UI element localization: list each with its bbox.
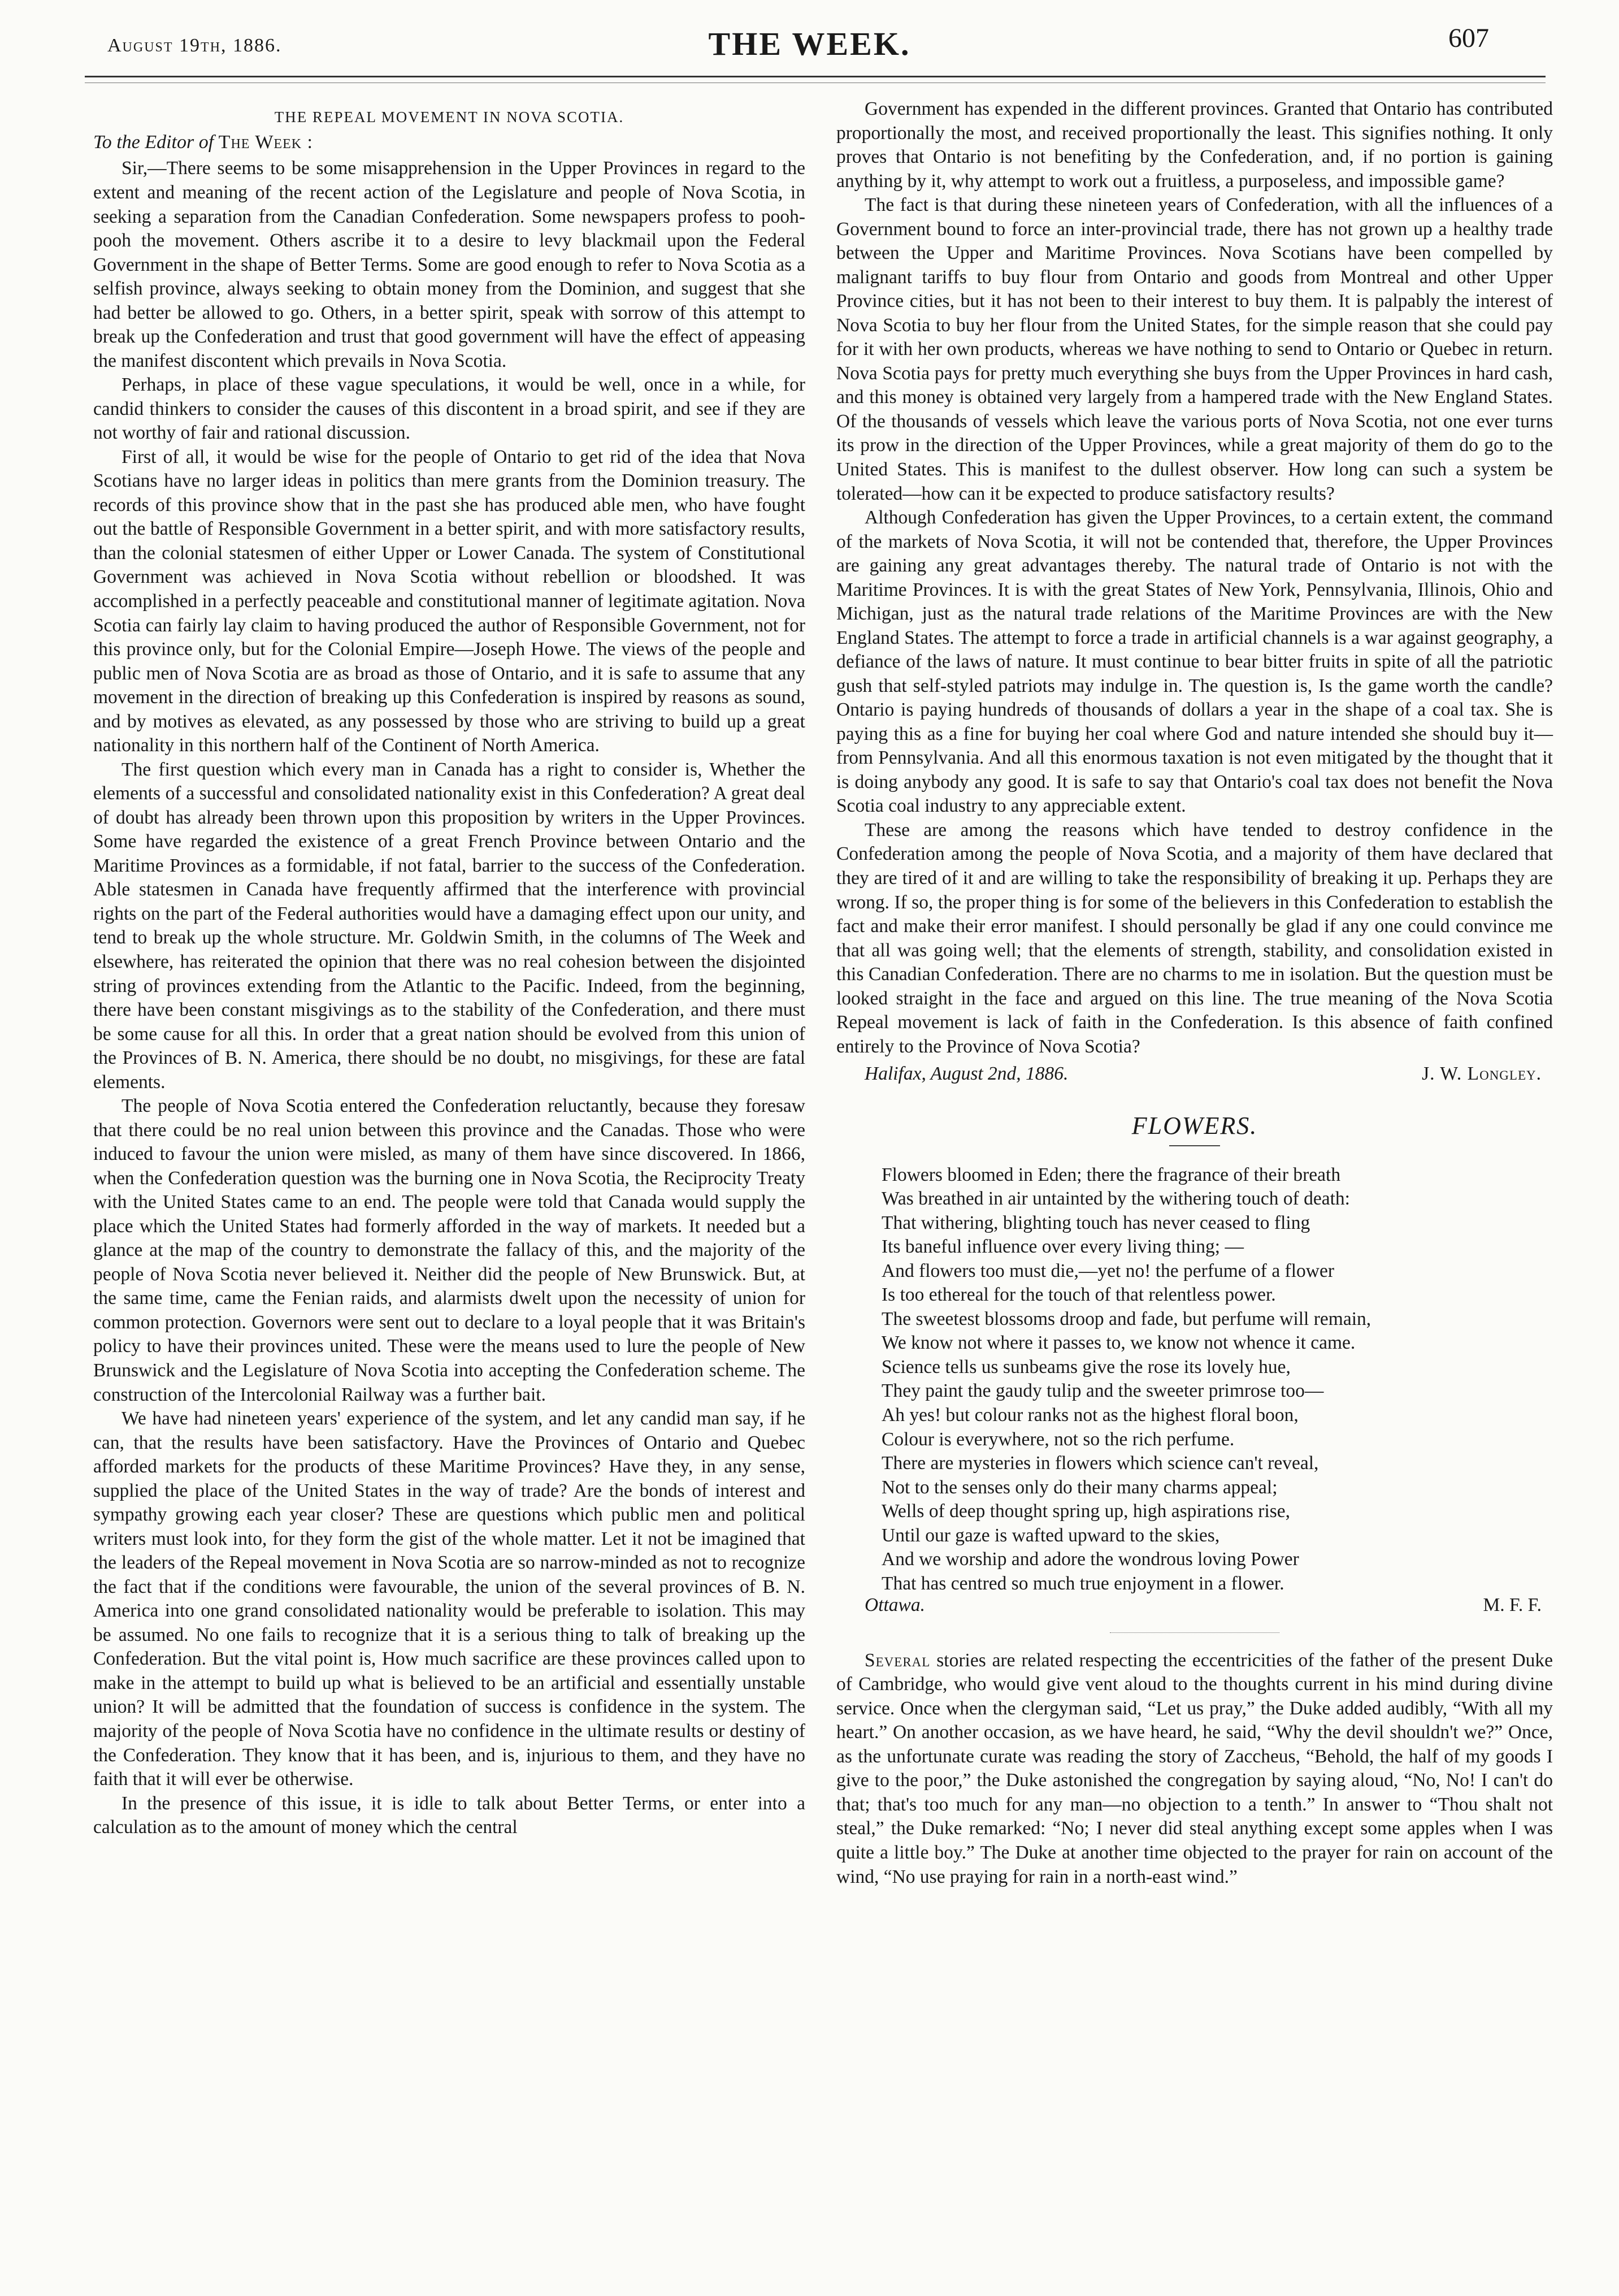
article-paragraph: The people of Nova Scotia entered the Confederation reluctantly, because they foresaw that there could be no real union between this province and the Canadas. Those who were induced to favour the union were misled, as many of them have since discovered. In 1866, when the Confederation question was the burning one in Nova Scotia, the Reciprocity Treaty with the United States came to an end. The people were told that Canada would supply the place which the United States had formerly afforded in the way of markets. It needed but a glance at the map of the country to demonstrate the fallacy of this, and the majority of the people of Nova Scotia never believed it. Neither did the people of New Brunswick. But, at the same time, came the Fenian raids, and alarmists dwelt upon the necessity of union for common protection. Governors were sent out to declare to a loyal people that it was Britain's policy to have their provinces united. These were the means used to lure the people of New Brunswick and the Legislature of Nova Scotia into accepting the Confederation scheme. The construction of the Intercolonial Railway was a further bait. (93, 1095, 805, 1405)
right-paragraphs (836, 97, 1553, 1059)
poem-line: That has centred so much true enjoyment in a flower. (882, 1572, 1284, 1594)
poem-signature (836, 1593, 1553, 1618)
article-paragraph: We have had nineteen years' experience of the system, and let any candid man say, if he can, that the results have been satisfactory. Have the Provinces of Ontario and Quebec afforded markets for the products of these Maritime Provinces? Have they, in any sense, supplied the place of the United States in the way of trade? Are the bonds of interest and sympathy growing each year closer? These are questions which public men and political writers must look into, for they form the gist of the whole matter. Let it not be imagined that the leaders of the Repeal movement in Nova Scotia are so narrow-minded as not to recognize the fact that if the conditions were favourable, the union of the several provinces of B. N. America into one grand consolidated nationality would be preferable to isolation. This may be assumed. No one fails to recognize that it is a serious thing to talk of breaking up the Confederation. But the vital point is, How much sacrifice are these provinces called upon to make in the attempt to build up what is believed to be an artificial and essentially unstable union? It will be admitted that the foundation of success is confidence in the system. The majority of the people of Nova Scotia have no confidence in the ultimate results or destiny of the Confederation. They know that it has been, and is, injurious to them, and they have no faith that it will ever be otherwise. (93, 1408, 805, 1790)
issue-date: August 19th, 1886. (107, 35, 282, 56)
poem-line: Ah yes! but colour ranks not as the highest floral boon, (882, 1404, 1299, 1426)
right-column (836, 97, 1553, 1889)
article-paragraph: The fact is that during these nineteen years of Confederation, with all the influences of a Government bound to force an inter-provincial trade, there has not grown up a healthy trade between the Upper and Maritime Provinces. Nova Scotians have been compelled by malignant tariffs to buy flour from Ontario and goods from Montreal and other Upper Province cities, but it has not been to their interest to buy them. It is palpably the interest of Nova Scotia to buy her flour from the United States, for the simple reason that she could pay for it with her own products, whereas we have nothing to send to Ontario or Quebec in return. Nova Scotia pays for pretty much everything she buys from the Upper Provinces in hard cash, and this money is obtained very largely from a hampered trade with the New England States. Of the thousands of vessels which leave the various ports of Nova Scotia, not one ever turns its prow in the direction of the Upper Provinces, while a great majority of them do go to the United States. This is manifest to the dullest observer. How long can such a system be tolerated—how can it be expected to produce satisfactory results? (836, 194, 1553, 504)
poem-body (882, 1163, 1553, 1596)
poem-line: Flowers bloomed in Eden; there the fragrance of their breath (882, 1164, 1341, 1185)
letter-signature (836, 1062, 1553, 1086)
article-paragraph: First of all, it would be wise for the people of Ontario to get rid of the idea that Nova Scotians have no larger ideas in politics than mere grants from the Dominion treasury. The records of this province show that in the past she has produced able men, who have fought out the battle of Responsible Government in a better spirit, and with more satisfactory results, than the colonial statesmen of either Upper or Lower Canada. The system of Constitutional Government was achieved in Nova Scotia without rebellion or bloodshed. It was accomplished in a perfectly peaceable and constitutional manner of legitimate agitation. Nova Scotia can fairly lay claim to having produced the author of Responsible Government, not for this province only, but for the Colonial Empire—Joseph Howe. The views of the people and public men of Nova Scotia are as broad as those of Ontario, and it is safe to assume that any movement in the direction of breaking up this Confederation is inspired by reasons as sound, and by motives as elevated, as any possessed by those who are striving to build up a great nationality in this northern half of the Continent of North America. (93, 446, 805, 756)
poem-line: They paint the gaudy tulip and the sweeter primrose too— (882, 1380, 1324, 1402)
left-paragraphs (93, 157, 805, 1839)
anecdote-text: stories are related respecting the eccentricities of the father of the present Duke of Cambridge, who would give vent aloud to the thoughts current in his mind during divine service. Once when the clergyman said, “Let us pray,” the Duke added audibly, “With all my heart.” On another occasion, as we have heard, he said, “Why the devil shouldn't we?” Once, as the unfortunate curate was reading the story of Zaccheus, “Behold, the half of my goods I give to the poor,” the Duke astonished the congregation by saying aloud, “No, No! I can't do that; that's too much for any man—no objection to a tenth.” In answer to “Thou shalt not steal,” the Duke remarked: “No; I never did steal anything except some apples when I was quite a little boy.” The Duke at another time objected to the prayer for rain on account of the wind, “No use praying for rain in a north-east wind.” (836, 1649, 1553, 1887)
poem-line: Wells of deep thought spring up, high aspirations rise, (882, 1501, 1291, 1522)
poem-line: Not to the senses only do their many charms appeal; (882, 1476, 1278, 1498)
poem-line: Is too ethereal for the touch of that relentless power. (882, 1284, 1276, 1306)
poem-line: We know not where it passes to, we know not whence it came. (882, 1332, 1356, 1354)
salutation-paper: The Week : (218, 132, 314, 153)
poem-title: FLOWERS. (1131, 1111, 1258, 1140)
article-paragraph: Although Confederation has given the Upper Provinces, to a certain extent, the command of the markets of Nova Scotia, it will not be contended that, therefore, the Upper Provinces are gaining any great advantages thereby. The natural trade of Ontario is not with the Maritime Provinces. It is with the great States of New York, Pennsylvania, Illinois, Ohio and Michigan, just as the natural trade relations of the Maritime Provinces are with the New England States. The attempt to force a trade in artificial channels is a war against geography, a defiance of the laws of nature. It must continue to bear bitter fruits in spite of all the patriotic gush that self-styled patriots may indulge in. The question is, Is the game worth the candle? Ontario is paying hundreds of thousands of dollars a year in the shape of a coal tax. She is paying this as a fine for buying her coal where God and nature intended she should buy it—from Pennsylvania. And all this enormous taxation is not even mitigated by the thought that it is doing anybody any good. It is safe to say that Ontario's coal tax does not benefit the Nova Scotia coal industry to any appreciable extent. (836, 507, 1553, 817)
poem-signature-place: Ottawa. (865, 1595, 926, 1616)
poem-line: There are mysteries in flowers which science can't reveal, (882, 1453, 1319, 1474)
article-paragraph: In the presence of this issue, it is idle to talk about Better Terms, or enter into a calculation as to the amount of money which the central (93, 1792, 805, 1838)
article-paragraph: Government has expended in the different provinces. Granted that Ontario has contributed proportionally the most, and received proportionally the least. This signifies nothing. It only proves that Ontario is not benefiting by the Confederation, and, if no portion is gaining anything by it, why attempt to work out a fruitless, a purposeless, and impossible game? (836, 98, 1553, 192)
newspaper-title: THE WEEK. (708, 25, 911, 62)
masthead-rule (85, 76, 1546, 77)
signature-author: J. W. Longley. (1422, 1063, 1542, 1085)
poem-line: Was breathed in air untainted by the withering touch of death: (882, 1188, 1350, 1210)
poem-line: And flowers too must die,—yet no! the perfume of a flower (882, 1260, 1334, 1281)
poem-line: Colour is everywhere, not so the rich perfume. (882, 1428, 1235, 1450)
poem-line: The sweetest blossoms droop and fade, but perfume will remain, (882, 1308, 1371, 1329)
left-column (93, 97, 805, 1840)
poem-line: Science tells us sunbeams give the rose its lovely hue, (882, 1356, 1291, 1377)
poem-signature-author: M. F. F. (1483, 1595, 1542, 1616)
salutation-prefix: To the Editor of (93, 132, 214, 153)
poem-line: That withering, blighting touch has never ceased to fling (882, 1212, 1310, 1233)
poem-line: Its baneful influence over every living thing; — (882, 1236, 1244, 1258)
poem-line: And we worship and adore the wondrous loving Power (882, 1549, 1299, 1570)
poem-title-rule (1169, 1145, 1220, 1146)
page-number: 607 (1448, 23, 1489, 53)
article-paragraph: The first question which every man in Canada has a right to consider is, Whether the elements of a successful and consolidated nationality exist in this Confederation? A great deal of doubt has already been thrown upon this proposition by writers in the Upper Provinces. Some have regarded the existence of a great French Province between Ontario and the Maritime Provinces as a formidable, if not fatal, barrier to the success of the Confederation. Able statesmen in Canada have frequently affirmed that the interference with provincial rights on the part of the Federal authorities would have a damaging effect upon our unity, and tend to break up the whole structure. Mr. Goldwin Smith, in the columns of The Week and elsewhere, has reiterated the opinion that there was no real cohesion between the disjointed string of provinces extending from the Atlantic to the Pacific. Indeed, from the beginning, there have been constant misgivings as to the stability of the Confederation, and there must be some cause for all this. In order that a great nation should be evolved from this union of the Provinces of B. N. America, there should be no doubt, no misgivings, for these are fatal elements. (93, 759, 805, 1093)
article-paragraph: Sir,—There seems to be some misapprehension in the Upper Provinces in regard to the extent and meaning of the recent action of the Legislature and people of Nova Scotia, in seeking a separation from the Canadian Confederation. Some newspapers profess to pooh-pooh the movement. Others ascribe it to a desire to levy blackmail upon the Federal Government in the shape of Better Terms. Some are good enough to refer to Nova Scotia as a selfish province, always seeking to obtain money from the Dominion, and suggest that she had better be allowed to go. Others, in a better spirit, speak with sorrow of this attempt to break up the Confederation and trust that good government will have the effect of appeasing the manifest discontent which prevails in Nova Scotia. (93, 158, 805, 371)
section-divider (1110, 1632, 1279, 1633)
article-heading: THE REPEAL MOVEMENT IN NOVA SCOTIA. (274, 109, 624, 125)
signature-place: Halifax, August 2nd, 1886. (865, 1063, 1069, 1085)
article-paragraph: Perhaps, in place of these vague speculations, it would be well, once in a while, for candid thinkers to consider the causes of this discontent in a broad spirit, and see if they are not worthy of fair and rational discussion. (93, 374, 805, 444)
anecdote-lead: Several (865, 1649, 931, 1671)
anecdote-paragraph (836, 1649, 1553, 1889)
article-paragraph: These are among the reasons which have tended to destroy confidence in the Confederation among the people of Nova Scotia, and a majority of them have declared that they are tired of it and are willing to take the responsibility of breaking it up. Perhaps they are wrong. If so, the proper thing is for some of the believers in this Confederation to establish the fact and make their error manifest. I should personally be glad if any one could convince me that all was going well; that the elements of strength, stability, and consolidation existed in this Canadian Confederation. There are no charms to me in isolation. But the question must be looked straight in the face and argued on this line. The true meaning of the Nova Scotia Repeal movement is lack of faith in the Confederation. Is this absence of faith confined entirely to the Province of Nova Scotia? (836, 819, 1553, 1057)
poem-line: Until our gaze is wafted upward to the skies, (882, 1524, 1220, 1546)
salutation (93, 130, 805, 154)
